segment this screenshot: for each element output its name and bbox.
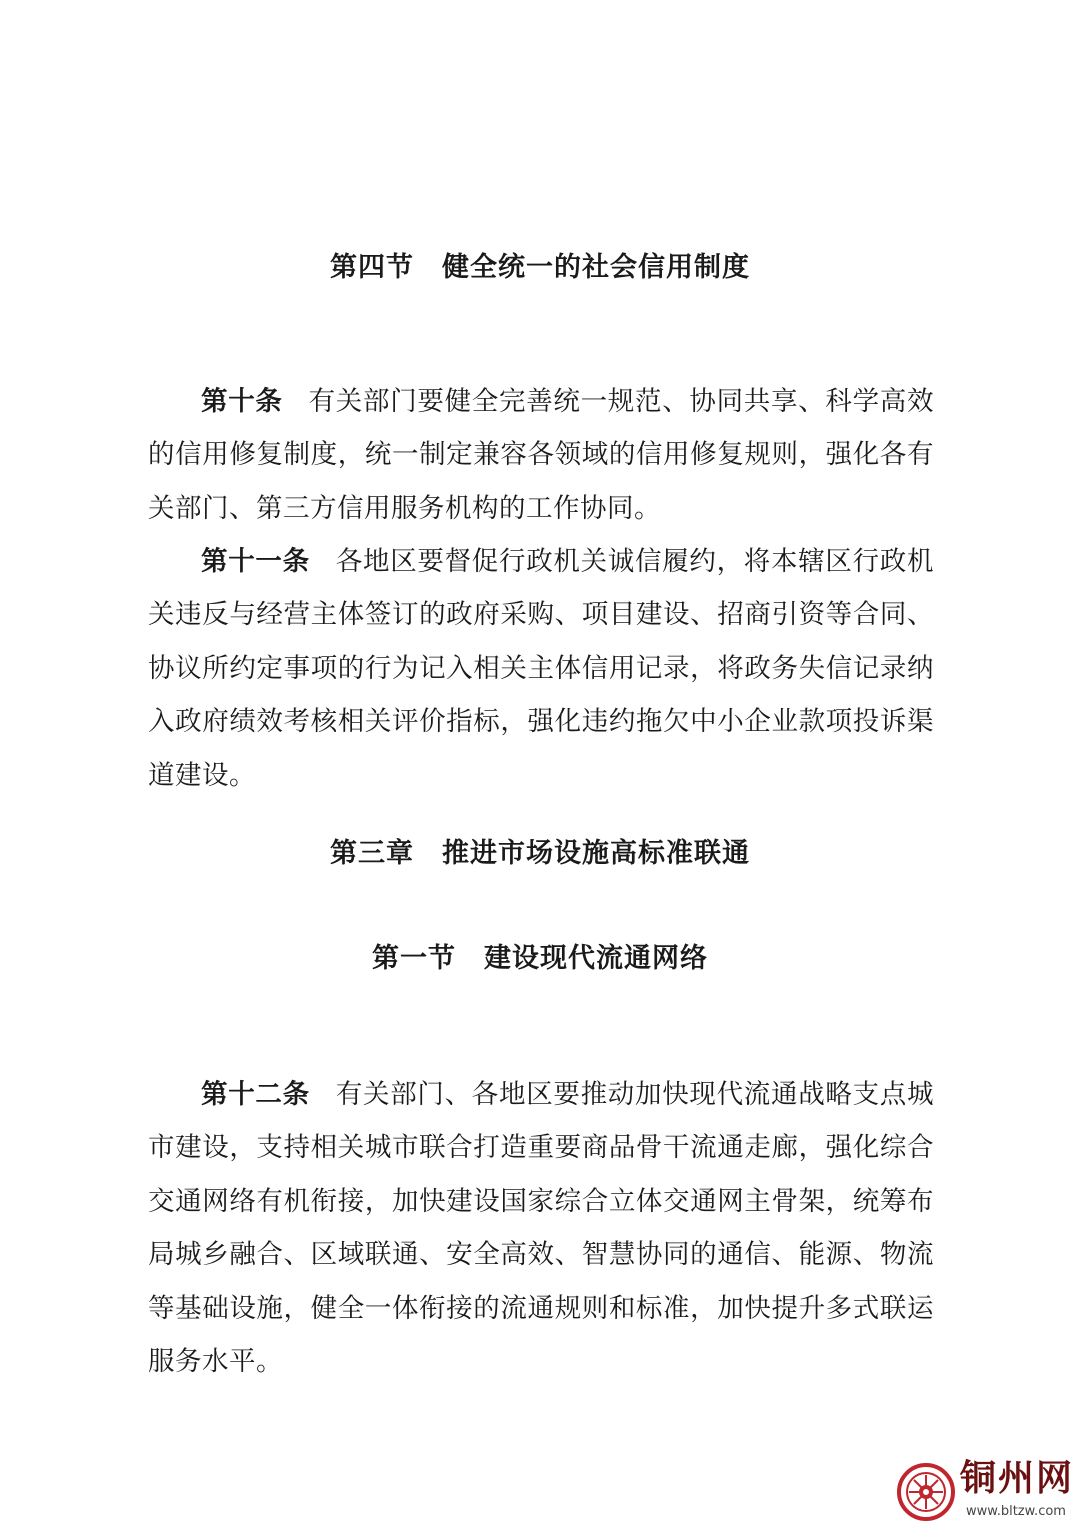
article-number: 第十条 bbox=[201, 385, 283, 417]
article-text: 有关部门要健全完善统一规范、协同共享、科学高效的信用修复制度，统一制定兼容各领域的信用修复规则，强化各有关部门、第三方信用服务机构的工作协同。 bbox=[148, 385, 935, 524]
section-heading-1: 第一节 建设现代流通网络 bbox=[372, 943, 708, 974]
watermark-url: www.bltzw.com bbox=[966, 1504, 1066, 1519]
seal-logo-icon bbox=[896, 1462, 956, 1522]
article-12 bbox=[148, 1068, 934, 1389]
section-heading-4: 第四节 健全统一的社会信用制度 bbox=[330, 252, 750, 283]
article-text: 有关部门、各地区要推动加快现代流通战略支点城市建设，支持相关城市联合打造重要商品骨干流通走廊，强化综合交通网络有机衔接，加快建设国家综合立体交通网主骨架，统筹布局城乡融合、区域联通、安全高效、智慧协同的通信、能源、物流等基础设施，健全一体衔接的流通规则和标准，加快提升多式联运服务水平。 bbox=[148, 1078, 935, 1377]
article-number: 第十一条 bbox=[201, 545, 310, 577]
watermark-name: 铜州网 bbox=[960, 1458, 1075, 1499]
article-11 bbox=[148, 535, 934, 803]
site-watermark bbox=[896, 1452, 1080, 1527]
article-10 bbox=[148, 375, 934, 536]
article-number: 第十二条 bbox=[201, 1078, 310, 1110]
chapter-heading-3: 第三章 推进市场设施高标准联通 bbox=[330, 838, 750, 869]
article-text: 各地区要督促行政机关诚信履约，将本辖区行政机关违反与经营主体签订的政府采购、项目建设、招商引资等合同、协议所约定事项的行为记入相关主体信用记录，将政务失信记录纳入政府绩效考核相关评价指标，强化违约拖欠中小企业款项投诉渠道建设。 bbox=[148, 545, 935, 791]
